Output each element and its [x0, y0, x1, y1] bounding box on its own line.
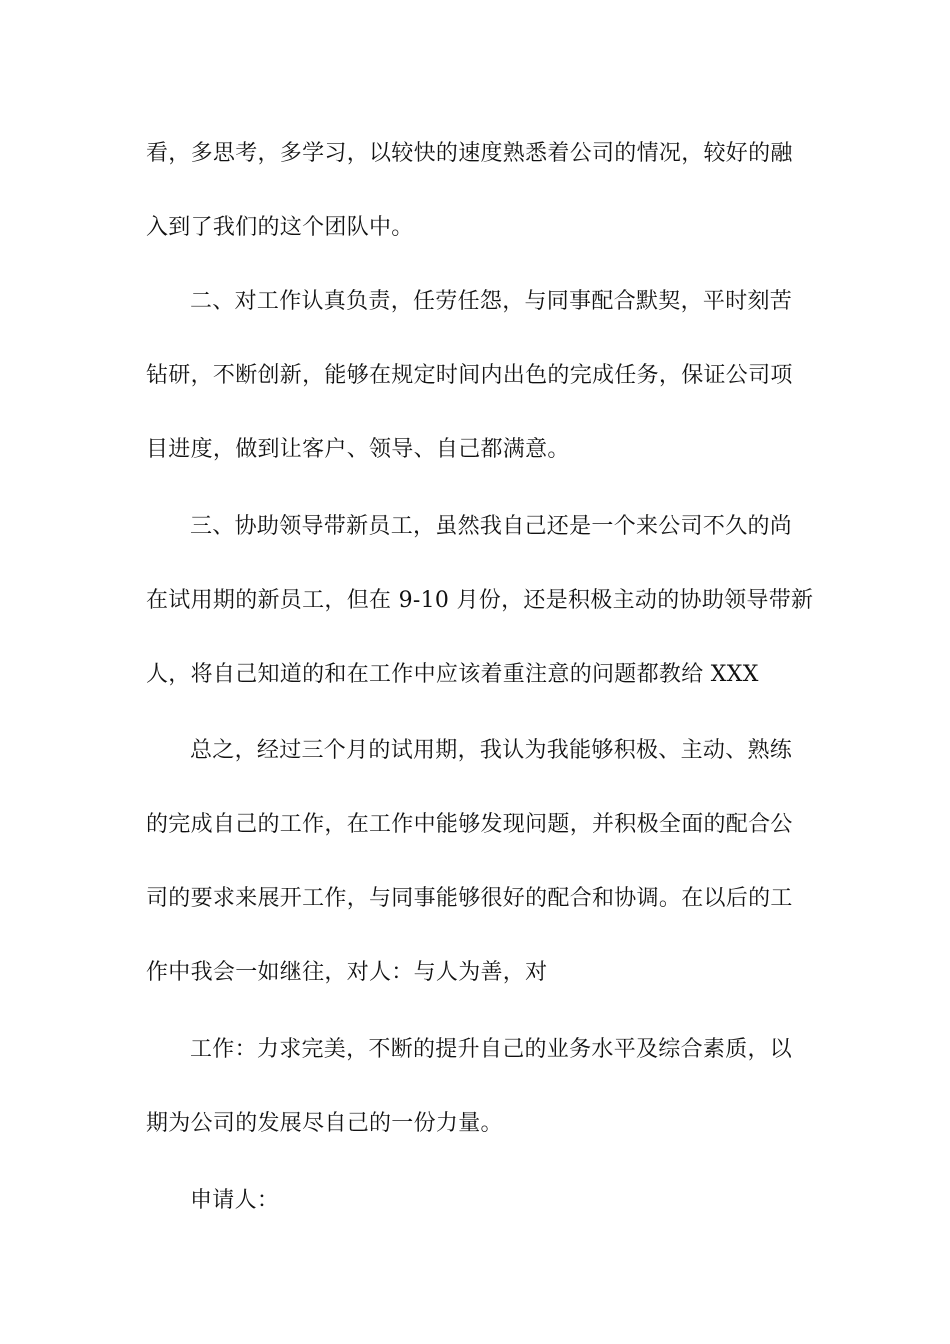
- paragraph-line: 入到了我们的这个团队中。: [146, 215, 414, 240]
- paragraph-line: 二、对工作认真负责，任劳任怨，与同事配合默契，平时刻苦: [190, 289, 793, 314]
- paragraph-line: 人，将自己知道的和在工作中应该着重注意的问题都教给 XXX: [146, 662, 759, 687]
- paragraph-line: 目进度，做到让客户、领导、自己都满意。: [146, 437, 570, 462]
- paragraph-line: 三、协助领导带新员工，虽然我自己还是一个来公司不久的尚: [190, 514, 793, 539]
- paragraph-line: 的完成自己的工作，在工作中能够发现问题，并积极全面的配合公: [146, 812, 793, 837]
- paragraph-line: 总之，经过三个月的试用期，我认为我能够积极、主动、熟练: [190, 738, 793, 763]
- paragraph-line: 司的要求来展开工作，与同事能够很好的配合和协调。在以后的工: [146, 886, 793, 911]
- paragraph-line: 钻研，不断创新，能够在规定时间内出色的完成任务，保证公司项: [146, 363, 793, 388]
- paragraph-line: 在试用期的新员工，但在 9-10 月份，还是积极主动的协助领导带新: [146, 588, 814, 613]
- paragraph-line: 作中我会一如继往，对人：与人为善，对: [146, 960, 548, 985]
- paragraph-line: 期为公司的发展尽自己的一份力量。: [146, 1111, 503, 1136]
- paragraph-line: 工作：力求完美，不断的提升自己的业务水平及综合素质，以: [190, 1037, 793, 1062]
- paragraph-line: 看，多思考，多学习，以较快的速度熟悉着公司的情况，较好的融: [146, 141, 793, 166]
- applicant-label: 申请人：: [190, 1188, 280, 1213]
